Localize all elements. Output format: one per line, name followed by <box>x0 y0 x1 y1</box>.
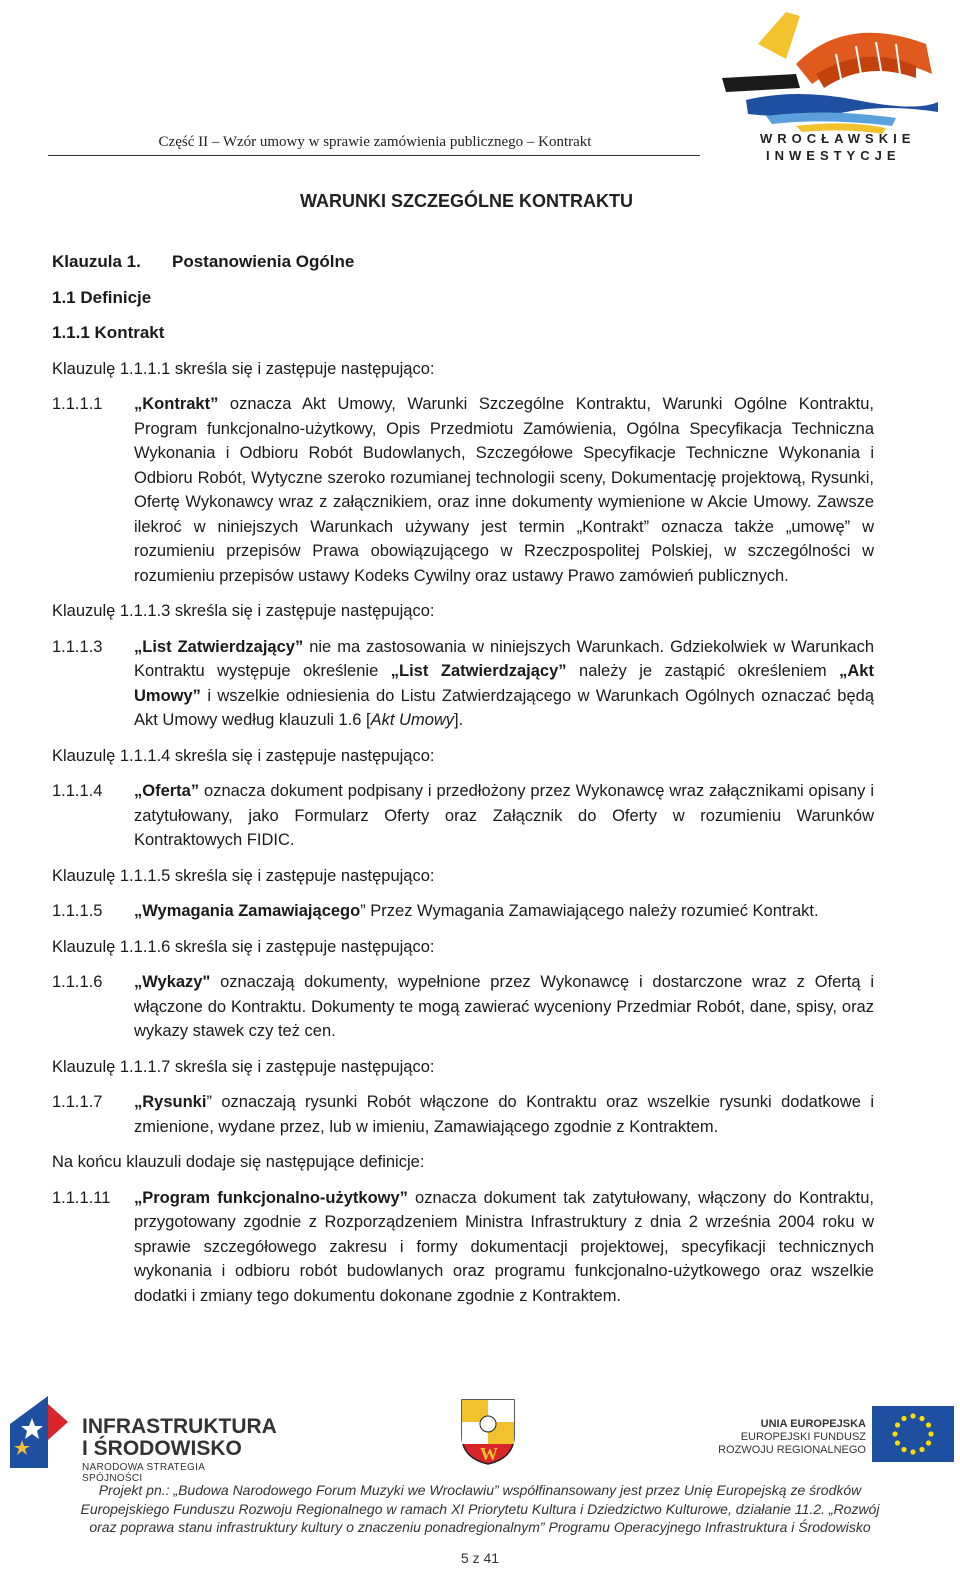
page-number: 5 z 41 <box>460 1550 500 1566</box>
amendment-note: Klauzulę 1.1.1.5 skreśla się i zastępuje następująco: <box>52 866 435 885</box>
definition-text <box>134 899 874 924</box>
clause-title: Postanowienia Ogólne <box>172 252 355 271</box>
definition-item <box>52 970 874 1044</box>
definition-number: 1.1.1.6 <box>52 973 103 991</box>
header-title: Część II – Wzór umowy w sprawie zamówienia publicznego – Kontrakt <box>158 134 592 150</box>
document-body <box>52 250 874 1319</box>
definition-term: „Oferta” <box>134 782 200 800</box>
header-divider <box>48 155 700 156</box>
definition-text <box>134 392 874 588</box>
eu-fund-text <box>700 1418 866 1457</box>
amendment-note: Klauzulę 1.1.1.1 skreśla się i zastępuje następująco: <box>52 359 435 378</box>
definition-body: oznacza dokument tak zatytułowany, włączony do Kontraktu, przygotowany zgodnie z Rozporządzeniem Ministra Infrastruktury z dnia 2 września 2004 roku w sprawie szczegółowego zakresu i formy dokumentacji projektowej, specyfikacji technicznych wykonania i odbioru robót budowlanych oraz programu funkcjonalno-użytkowego oraz wszelkie dodatki i zmiany tego dokumentu dokonane zgodnie z Kontraktem. <box>134 1188 874 1305</box>
document-title: WARUNKI SZCZEGÓLNE KONTRAKTU <box>300 191 633 211</box>
brand-name <box>760 130 936 164</box>
definition-item <box>52 1090 874 1139</box>
eu-text-line2: EUROPEJSKI FUNDUSZ <box>740 1431 866 1443</box>
infrastruktura-srodowisko-logo <box>8 1394 277 1484</box>
definition-body: należy je zastąpić określeniem <box>566 662 840 680</box>
clause-number: Klauzula 1. <box>52 252 141 271</box>
definition-body: nie ma zastosowania w niniejszych Warunkach. Gdziekolwiek w Warunkach Kontraktu występuje określenie <box>134 637 874 680</box>
definition-text <box>134 635 874 733</box>
subsection-heading-contract: 1.1.1 Kontrakt <box>52 323 165 342</box>
definition-item <box>52 779 874 853</box>
definition-body: oznaczają dokumenty, wypełnione przez Wykonawcę i dostarczone wraz z Ofertą i włączone do Kontraktu. Dokumenty te mogą zawierać wyceniony Przedmiar Robót, dane, spisy, oraz wykazy stawek czy też cen. <box>134 973 874 1040</box>
definition-term: „List Zatwierdzający” <box>390 662 567 680</box>
wroclaw-coat-of-arms-icon <box>458 1396 518 1466</box>
clause-heading <box>52 250 874 275</box>
definition-text <box>134 1090 874 1139</box>
fund-name <box>82 1416 277 1460</box>
definition-item <box>52 1186 874 1309</box>
definition-number: 1.1.1.5 <box>52 902 103 920</box>
eu-flag-icon <box>872 1406 954 1462</box>
amendment-note: Klauzulę 1.1.1.6 skreśla się i zastępuje następująco: <box>52 937 435 956</box>
definition-item <box>52 899 874 924</box>
definition-term: „List Zatwierdzający” <box>134 637 304 656</box>
definition-body: ]. <box>454 711 464 729</box>
eu-text-line3: ROZWOJU REGIONALNEGO <box>718 1444 866 1456</box>
project-note-line2: Europejskiego Funduszu Rozwoju Regionalnego w ramach XI Priorytetu Kultura i Dziedzictwo Kulturowe, działanie 11.2. „Rozwój <box>80 1500 880 1517</box>
definition-item <box>52 392 874 588</box>
fund-name-line1: INFRASTRUKTURA <box>82 1415 277 1438</box>
star-flag-icon <box>8 1394 70 1470</box>
definition-text <box>134 1186 874 1309</box>
definition-term: „Akt Umowy” <box>134 662 874 705</box>
amendment-note: Klauzulę 1.1.1.4 skreśla się i zastępuje następująco: <box>52 746 435 765</box>
amendment-note: Na końcu klauzuli dodaje się następujące definicje: <box>52 1153 425 1171</box>
definition-body: i wszelkie odniesienia do Listu Zatwierdzającego w Warunkach Ogólnych oznaczać będą Akt Umowy według klauzuli 1.6 [ <box>134 686 874 729</box>
definition-term: „Wymagania Zamawiającego <box>134 902 361 920</box>
definition-number: 1.1.1.7 <box>52 1093 103 1111</box>
brand-name-line1: WROCŁAWSKIE <box>760 131 916 146</box>
subsection-heading-definitions: 1.1 Definicje <box>52 287 152 307</box>
definition-number: 1.1.1.4 <box>52 782 103 800</box>
definition-number: 1.1.1.11 <box>52 1188 111 1207</box>
amendment-note: Klauzulę 1.1.1.3 skreśla się i zastępuje następująco: <box>52 602 435 620</box>
project-note-line3: oraz poprawa stanu infrastruktury kultury o znaczeniu ponadregionalnym” Programu Operacyjnego Infrastruktura i Środowisko <box>89 1519 871 1535</box>
project-footer-note <box>40 1481 920 1537</box>
definition-body: oznacza Akt Umowy, Warunki Szczególne Kontraktu, Warunki Ogólne Kontraktu, Program funkcjonalno-użytkowy, Opis Przedmiotu Zamówienia, Ogólna Specyfikacja Techniczna Wykonania i Odbioru Robót Budowlanych, Szczegółowe Specyfikacje Techniczne Wykonania i Odbioru Robót, Wytyczne szeroko rozumianej technologii sceny, Dokumentację projektową, Rysunki, Ofertę Wykonawcy wraz z załącznikiem, oraz inne dokumenty wymienione w Akcie Umowy. Zawsze ilekroć w niniejszych Warunkach używany jest termin „Kontrakt” oznacza także „umowę” w rozumieniu przepisów Prawa obowiązującego w Rzeczpospolitej Polskiej, w szczególności w rozumieniu przepisów ustawy Kodeks Cywilny oraz ustawy Prawo zamówień publicznych. <box>134 395 874 585</box>
clause-reference: Akt Umowy <box>370 711 455 729</box>
definition-term: „Program funkcjonalno-użytkowy” <box>134 1188 408 1207</box>
definition-body: ” Przez Wymagania Zamawiającego należy rozumieć Kontrakt. <box>360 902 819 920</box>
definition-body: ” oznaczają rysunki Robót włączone do Kontraktu oraz wszelkie rysunki dodatkowe i zmienione, wydane przez, lub w imieniu, Zamawiającego zgodnie z Kontraktem. <box>134 1093 874 1136</box>
definition-text <box>134 779 874 853</box>
definition-body: oznacza dokument podpisany i przedłożony przez Wykonawcę wraz załącznikami opisany i zatytułowany, jako Formularz Oferty oraz Załącznik do Oferty w rozumieniu Warunków Kontraktowych FIDIC. <box>134 782 874 849</box>
definition-number: 1.1.1.3 <box>52 637 103 656</box>
eu-text-line1: UNIA EUROPEJSKA <box>760 1418 866 1430</box>
svg-text:W: W <box>480 1444 498 1464</box>
definition-text <box>134 970 874 1044</box>
brand-name-line2: INWESTYCJE <box>766 148 901 163</box>
fund-subtitle: NARODOWA STRATEGIA SPÓJNOŚCI <box>82 1462 205 1484</box>
wroclawskie-inwestycje-logo <box>716 4 942 136</box>
definition-term: „Kontrakt” <box>134 395 219 413</box>
amendment-note: Klauzulę 1.1.1.7 skreśla się i zastępuje następująco: <box>52 1057 435 1076</box>
footer-logos <box>0 1390 960 1484</box>
definition-term: „Rysunki <box>134 1093 207 1111</box>
definition-term: „Wykazy" <box>134 973 211 991</box>
fund-name-line2: I ŚRODOWISKO <box>82 1437 242 1460</box>
definition-number: 1.1.1.1 <box>52 395 103 413</box>
project-note-line1: Projekt pn.: „Budowa Narodowego Forum Muzyki we Wrocławiu” współfinansowany jest przez Unię Europejską ze środków <box>98 1482 862 1498</box>
definition-item <box>52 635 874 733</box>
